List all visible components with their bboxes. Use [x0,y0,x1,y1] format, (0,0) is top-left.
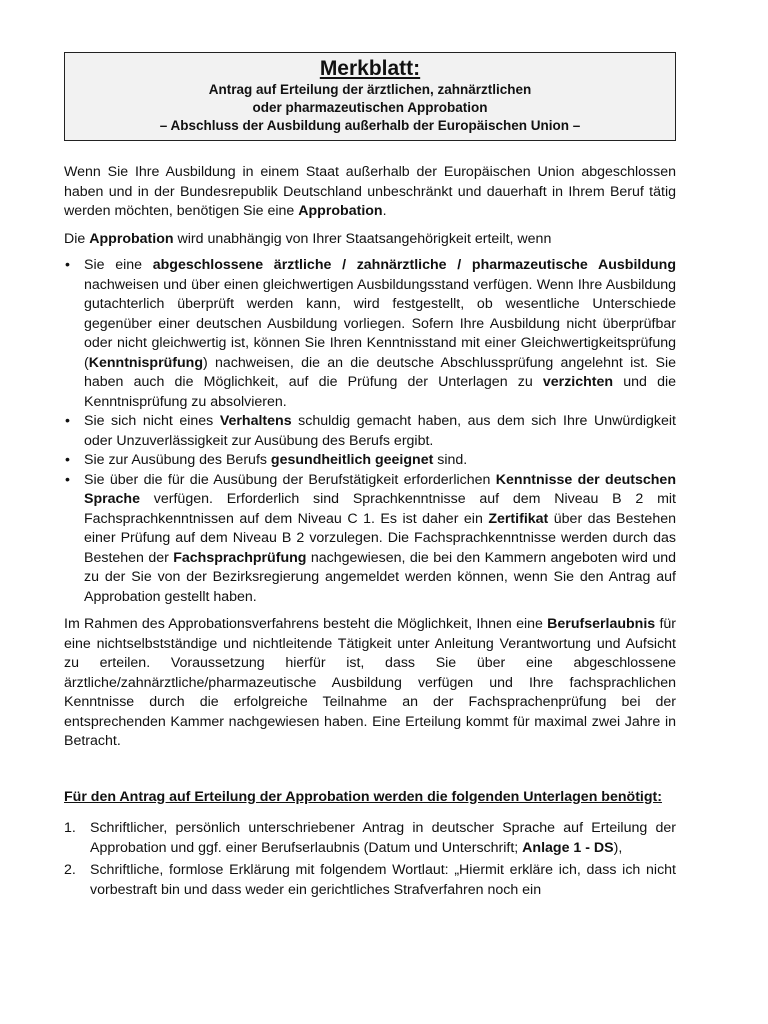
intro-bold: Approbation [298,203,383,219]
bold-text: Kenntnisse der deutschen Sprache [84,471,676,507]
condition-end: wird unabhängig von Ihrer Staatsangehörigkeit erteilt, wenn [173,230,552,247]
list-item [64,256,676,412]
list-item [64,451,676,471]
text: ) nachweisen, die an die deutsche Abschlussprüfung angelehnt ist. Sie haben auch die Möglichkeit, auf die Prüfung der Unterlagen zu [84,354,676,390]
bold-text: Kenntnisprüfung [88,354,204,371]
bold-text: gesundheitlich geeignet [270,452,434,468]
text: und die Kenntnisprüfung zu absolvieren. [84,374,676,410]
text: nachweisen und über einen gleichwertigen Ausbildungsstand verfügen. Wenn Ihre Ausbildung gutachterlich überprüft werden kann, wird festgestellt, ob wesentliche Unterschiede gegenüber einer deutschen Ausbildung vorliegen. Sofern Ihre Ausbildung nicht überprüfbar oder nicht gleichwertig ist, können Sie Ihren Kenntnisstand mit einer Gleichwertigkeitsprüfung ( [84,276,676,371]
bullet-marker: • [65,257,70,273]
condition-start: Die [64,230,90,247]
text: Schriftliche, formlose Erklärung mit folgendem Wortlaut: „Hiermit erkläre ich, dass ich nicht vorbestraft bin und dass weder ein gerichtliches Strafverfahren noch ein [90,862,676,898]
text: über das Bestehen einer Prüfung auf dem Niveau B 2 vorzulegen. Die Fachsprachkenntnisse werden durch das Bestehen der [84,510,676,566]
list-item [64,412,676,451]
text: Sie eine [84,257,153,273]
text: Sie sich nicht eines [84,413,220,429]
intro-paragraph [64,163,676,222]
bullet-marker: • [65,413,70,429]
text: nachgewiesen, die bei den Kammern angeboten wird und zu der Sie von der Bezirksregierung angemeldet werden können, wenn Sie den Antrag auf Approbation gestellt haben. [84,549,676,605]
requirements-list [64,256,676,607]
subtitle-line-3: – Abschluss der Ausbildung außerhalb der Europäischen Union – [159,118,581,133]
header-box [64,52,676,141]
intro-text: Wenn Sie Ihre Ausbildung in einem Staat außerhalb der Europäischen Union abgeschlossen haben und in der Bundesrepublik Deutschland unbeschränkt und dauerhaft in Ihrem Beruf tätig werden möchten, benötigen Sie eine [64,164,676,219]
list-item [64,471,676,608]
text: Im Rahmen des Approbationsverfahrens besteht die Möglichkeit, Ihnen eine [64,616,548,632]
condition-bold: Approbation [89,230,174,247]
documents-list [64,819,676,900]
list-item [64,861,676,900]
text: für eine nichtselbstständige und nichtleitende Tätigkeit unter Anleitung Verantwortung und Aufsicht zu erteilen. Voraussetzung hierfür ist, dass Sie über eine abgeschlossene ärztliche/zahnärztliche/pharmazeutische Ausbildung verfügen und Ihre fachsprachlichen Kenntnisse durch die erfolgreiche Teilnahme an der Fachsprachenprüfung bei der entsprechenden Kammer nachgewiesen haben. Eine Erteilung kommt für maximal zwei Jahre in Betracht. [64,616,677,749]
bold-text: Verhaltens [219,413,292,429]
bold-text: Berufserlaubnis [547,616,656,632]
bullet-marker: • [65,452,70,468]
text: sind. [433,452,468,468]
text: ), [613,839,623,856]
condition-paragraph [64,230,676,250]
subtitle-line-2: oder pharmazeutischen Approbation [252,100,488,115]
bold-text: Zertifikat [488,510,549,527]
subtitle-line-1: Antrag auf Erteilung der ärztlichen, zahnärztlichen [208,82,532,97]
section-heading: Für den Antrag auf Erteilung der Approbation werden die folgenden Unterlagen benötigt: [64,788,662,805]
text: Sie zur Ausübung des Berufs [84,452,271,468]
intro-end: . [382,203,387,219]
text: schuldig gemacht haben, aus dem sich Ihre Unwürdigkeit oder Unzuverlässigkeit zur Ausübung des Berufs ergibt. [84,413,677,449]
list-item [64,819,676,858]
item-number: 1. [64,820,76,836]
bold-text: Anlage 1 - DS [522,839,614,856]
text: Schriftlicher, persönlich unterschriebener Antrag in deutscher Sprache auf Erteilung der Approbation und ggf. einer Berufserlaubnis (Datum und Unterschrift; [90,820,676,856]
bullet-marker: • [65,471,70,488]
berufserlaubnis-paragraph [64,615,676,752]
bold-text: verzichten [542,374,614,390]
text: Sie über die für die Ausübung der Berufstätigkeit erforderlichen [84,471,496,488]
bold-text: abgeschlossene ärztliche / zahnärztliche / pharmazeutische Ausbildung [152,257,676,273]
item-number: 2. [64,862,76,878]
document-title: Merkblatt: [319,57,421,80]
bold-text: Fachsprachprüfung [173,549,307,566]
text: verfügen. Erforderlich sind Sprachkenntnisse auf dem Niveau B 2 mit Fachsprachkenntnissen auf dem Niveau C 1. Es ist daher ein [84,491,676,527]
